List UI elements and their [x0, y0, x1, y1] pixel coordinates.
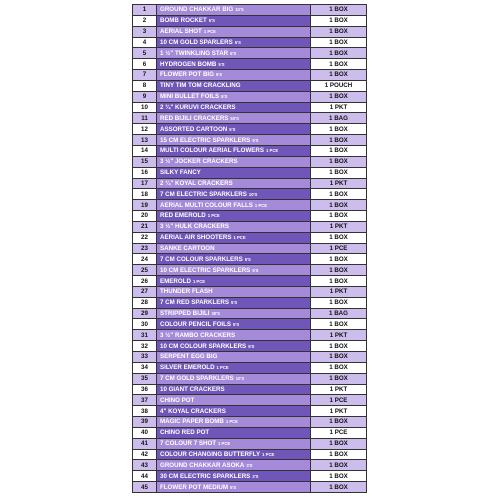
item-name: 30 CM ELECTRIC SPARKLERS [160, 472, 251, 480]
item-name: GROUND CHAKKAR ASOKA [160, 461, 245, 469]
table-row [133, 439, 367, 450]
quantity-cell: 1 BOX [311, 417, 367, 427]
quantity-cell: 1 BOX [311, 200, 367, 210]
table-row [133, 200, 367, 211]
item-cell [157, 309, 311, 319]
quantity-cell: 1 BOX [311, 460, 367, 470]
row-number: 4 [133, 38, 157, 48]
row-number: 17 [133, 179, 157, 189]
item-cell [157, 352, 311, 362]
table-row [133, 482, 367, 493]
item-pack-note: 1 PCE [254, 202, 268, 208]
quantity-cell: 1 BOX [311, 189, 367, 199]
table-row [133, 59, 367, 70]
row-number: 16 [133, 168, 157, 178]
item-pack-note: 5'S [230, 484, 237, 490]
row-number: 31 [133, 330, 157, 340]
row-number: 33 [133, 352, 157, 362]
quantity-cell: 1 BOX [311, 341, 367, 351]
item-name: SANKE CARTOON [160, 244, 215, 252]
row-number: 14 [133, 146, 157, 156]
row-number: 45 [133, 482, 157, 492]
item-cell [157, 103, 311, 113]
item-name: MAGIC PAPER BOMB [160, 418, 224, 426]
row-number: 20 [133, 211, 157, 221]
item-name: RED BIJILI CRACKERS [160, 114, 229, 122]
item-cell [157, 179, 311, 189]
table-row [133, 244, 367, 255]
row-number: 25 [133, 265, 157, 275]
item-name: AERIAL AIR SHOOTERS [160, 234, 232, 242]
quantity-cell: 1 PKT [311, 287, 367, 297]
item-cell [157, 124, 311, 134]
table-row [133, 428, 367, 439]
row-number: 44 [133, 471, 157, 481]
item-pack-note: 1 PCE [266, 148, 279, 154]
table-row [133, 157, 367, 168]
item-pack-note: 1 PCE [225, 419, 238, 425]
item-cell [157, 211, 311, 221]
quantity-cell: 1 PCE [311, 428, 367, 438]
item-name: COLOUR CHANGING BUTTERFLY [160, 451, 261, 459]
quantity-cell: 1 BOX [311, 5, 367, 15]
row-number: 29 [133, 309, 157, 319]
table-row [133, 103, 367, 114]
item-pack-note: 5'S [231, 300, 238, 306]
table-row [133, 92, 367, 103]
item-cell [157, 417, 311, 427]
item-pack-note: 5'S [221, 94, 228, 100]
row-number: 26 [133, 276, 157, 286]
item-cell [157, 482, 311, 492]
table-row [133, 276, 367, 287]
quantity-cell: 1 BOX [311, 233, 367, 243]
row-number: 9 [133, 92, 157, 102]
item-name: 7 CM COLOUR SPARKLERS [160, 255, 243, 263]
item-name: HYDROGEN BOMB [160, 60, 217, 68]
item-name: COLOUR PENCIL FOILS [160, 320, 232, 328]
item-cell [157, 363, 311, 373]
quantity-cell: 1 BOX [311, 92, 367, 102]
row-number: 8 [133, 81, 157, 91]
quantity-cell: 1 PKT [311, 406, 367, 416]
item-name: ASSORTED CARTOON [160, 125, 228, 133]
item-name: AERIAL SHOT [160, 28, 202, 36]
quantity-cell: 1 BOX [311, 363, 367, 373]
table-row [133, 363, 367, 374]
item-pack-note: 5'S [215, 72, 223, 78]
table-row [133, 16, 367, 27]
quantity-cell: 1 BOX [311, 298, 367, 308]
item-cell [157, 319, 311, 329]
item-cell [157, 27, 311, 37]
item-pack-note: 2'S [252, 473, 259, 479]
item-pack-note: 50'S [230, 115, 239, 121]
table-row [133, 146, 367, 157]
item-cell [157, 92, 311, 102]
table-row [133, 254, 367, 265]
item-name: GROUND CHAKKAR BIG [160, 6, 234, 14]
quantity-cell: 1 BOX [311, 38, 367, 48]
item-name: TINY TIM TOM CRACKLING [160, 82, 241, 90]
item-cell [157, 439, 311, 449]
item-pack-note: 1 PCE [192, 278, 206, 284]
item-pack-note: 10'S [235, 7, 244, 13]
row-number: 18 [133, 189, 157, 199]
product-table [132, 4, 367, 493]
quantity-cell: 1 BOX [311, 70, 367, 80]
row-number: 21 [133, 222, 157, 232]
table-row [133, 341, 367, 352]
table-row [133, 287, 367, 298]
item-name: CHINO POT [160, 396, 195, 404]
item-cell [157, 395, 311, 405]
row-number: 2 [133, 16, 157, 26]
item-name: 10 CM ELECTRIC SPARKLERS [160, 266, 251, 274]
item-pack-note: 5'S [248, 343, 255, 349]
item-cell [157, 276, 311, 286]
quantity-cell: 1 BOX [311, 124, 367, 134]
item-pack-note: 3'S [246, 462, 253, 468]
item-pack-note: 5'S [244, 256, 251, 262]
item-cell [157, 135, 311, 145]
item-pack-note: 10'S [235, 376, 245, 382]
item-cell [157, 189, 311, 199]
table-row [133, 460, 367, 471]
item-pack-note: 5'S [234, 39, 241, 45]
quantity-cell: 1 BOX [311, 135, 367, 145]
item-name: 3 ½" JOCKER CRACKERS [160, 158, 238, 166]
item-cell [157, 200, 311, 210]
item-name: MULTI COLOUR AERIAL FLOWERS [160, 147, 265, 155]
quantity-cell: 1 BOX [311, 482, 367, 492]
row-number: 15 [133, 157, 157, 167]
item-cell [157, 244, 311, 254]
item-name: THUNDER FLASH [160, 288, 213, 296]
quantity-cell: 1 PKT [311, 179, 367, 189]
table-row [133, 168, 367, 179]
item-name: 10 GIANT CRACKERS [160, 385, 225, 393]
item-cell [157, 81, 311, 91]
row-number: 27 [133, 287, 157, 297]
row-number: 7 [133, 70, 157, 80]
item-cell [157, 341, 311, 351]
row-number: 3 [133, 27, 157, 37]
item-cell [157, 298, 311, 308]
item-name: 7 COLOUR 7 SHOT [160, 440, 217, 448]
item-name: 10 CM COLOUR SPARKLERS [160, 342, 247, 350]
item-name: FLOWER POT BIG [160, 71, 214, 79]
row-number: 10 [133, 103, 157, 113]
row-number: 40 [133, 428, 157, 438]
row-number: 13 [133, 135, 157, 145]
row-number: 11 [133, 113, 157, 123]
row-number: 39 [133, 417, 157, 427]
item-pack-note: 1 PCE [216, 365, 229, 371]
row-number: 36 [133, 385, 157, 395]
item-pack-note: 5'S [229, 126, 236, 132]
item-name: 15 CM ELECTRIC SPARKLERS [160, 136, 251, 144]
row-number: 42 [133, 450, 157, 460]
row-number: 38 [133, 406, 157, 416]
item-pack-note: 5'S [252, 267, 259, 273]
quantity-cell: 1 BOX [311, 276, 367, 286]
item-name: SILVER EMEROLD [160, 364, 215, 372]
table-row [133, 211, 367, 222]
item-pack-note: 1 PCE [203, 29, 216, 35]
quantity-cell: 1 BOX [311, 319, 367, 329]
item-name: STRIPPED BIJILI [160, 310, 210, 318]
item-cell [157, 254, 311, 264]
item-pack-note: 5'S [252, 137, 259, 143]
item-cell [157, 330, 311, 340]
table-row [133, 406, 367, 417]
quantity-cell: 1 PKT [311, 222, 367, 232]
row-number: 41 [133, 439, 157, 449]
item-name: 2 ¾" KOYAL CRACKERS [160, 179, 233, 187]
item-cell [157, 222, 311, 232]
table-row [133, 124, 367, 135]
table-row [133, 48, 367, 59]
item-name: SILKY FANCY [160, 169, 201, 177]
table-row [133, 113, 367, 124]
item-cell [157, 16, 311, 26]
item-name: CHINO RED POT [160, 429, 210, 437]
table-row [133, 417, 367, 428]
item-cell [157, 157, 311, 167]
quantity-cell: 1 BOX [311, 254, 367, 264]
table-row [133, 233, 367, 244]
item-name: 1 ½" TWINKLING STAR [160, 49, 229, 57]
table-row [133, 5, 367, 16]
table-row [133, 385, 367, 396]
row-number: 37 [133, 395, 157, 405]
quantity-cell: 1 PKT [311, 103, 367, 113]
item-name: 3 ½" HULK CRACKERS [160, 223, 229, 231]
table-row [133, 135, 367, 146]
quantity-cell: 1 PKT [311, 385, 367, 395]
item-name: 7 CM GOLD SPARKLERS [160, 375, 234, 383]
row-number: 5 [133, 48, 157, 58]
table-row [133, 450, 367, 461]
item-cell [157, 48, 311, 58]
row-number: 34 [133, 363, 157, 373]
table-row [133, 81, 367, 92]
item-name: RED EMEROLD [160, 212, 206, 220]
table-row [133, 471, 367, 482]
item-cell [157, 287, 311, 297]
item-name: 7 CM RED SPARKLERS [160, 299, 229, 307]
row-number: 1 [133, 5, 157, 15]
row-number: 6 [133, 59, 157, 69]
table-row [133, 352, 367, 363]
item-pack-note: 1 PCE [207, 213, 220, 219]
table-row [133, 38, 367, 49]
quantity-cell: 1 BOX [311, 59, 367, 69]
item-cell [157, 265, 311, 275]
row-number: 28 [133, 298, 157, 308]
item-name: 3 ½" RAMBO CRACKERS [160, 331, 236, 339]
item-cell [157, 146, 311, 156]
quantity-cell: 1 BOX [311, 157, 367, 167]
table-row [133, 374, 367, 385]
item-pack-note: 10'S [248, 191, 258, 197]
row-number: 23 [133, 244, 157, 254]
item-cell [157, 450, 311, 460]
item-name: 10 CM GOLD SPARLERS [160, 38, 233, 46]
quantity-cell: 1 BOX [311, 352, 367, 362]
item-cell [157, 70, 311, 80]
row-number: 35 [133, 374, 157, 384]
table-row [133, 319, 367, 330]
quantity-cell: 1 BOX [311, 471, 367, 481]
table-row [133, 70, 367, 81]
item-name: EMEROLD [160, 277, 191, 285]
row-number: 12 [133, 124, 157, 134]
quantity-cell: 1 BOX [311, 27, 367, 37]
item-cell [157, 460, 311, 470]
quantity-cell: 1 BOX [311, 16, 367, 26]
quantity-cell: 1 POUCH [311, 81, 367, 91]
table-row [133, 395, 367, 406]
quantity-cell: 1 BAG [311, 309, 367, 319]
quantity-cell: 1 BAG [311, 113, 367, 123]
quantity-cell: 1 PKT [311, 330, 367, 340]
quantity-cell: 1 BOX [311, 374, 367, 384]
quantity-cell: 1 PCE [311, 244, 367, 254]
quantity-cell: 1 BOX [311, 146, 367, 156]
item-cell [157, 59, 311, 69]
item-cell [157, 233, 311, 243]
table-row [133, 298, 367, 309]
row-number: 19 [133, 200, 157, 210]
quantity-cell: 1 BOX [311, 439, 367, 449]
item-name: MINI BULLET FOILS [160, 93, 220, 101]
table-row [133, 222, 367, 233]
item-cell [157, 471, 311, 481]
table-row [133, 27, 367, 38]
item-pack-note: 1 PCE [262, 452, 275, 458]
item-name: 2 ¾" KURUVI CRACKERS [160, 104, 236, 112]
item-name: BOMB ROCKET [160, 17, 207, 25]
item-pack-note: 5'S [208, 18, 215, 24]
item-name: FLOWER POT MEDIUM [160, 483, 229, 491]
item-cell [157, 5, 311, 15]
quantity-cell: 1 BOX [311, 168, 367, 178]
row-number: 43 [133, 460, 157, 470]
quantity-cell: 1 BOX [311, 48, 367, 58]
quantity-cell: 1 BOX [311, 211, 367, 221]
item-name: SERPENT EGG BIG [160, 353, 218, 361]
item-pack-note: 5'S [218, 61, 225, 67]
item-name: AERIAL MULTI COLOUR FALLS [160, 201, 253, 209]
item-name: 4" KOYAL CRACKERS [160, 407, 226, 415]
item-cell [157, 374, 311, 384]
item-pack-note: 5'S [230, 50, 237, 56]
table-row [133, 265, 367, 276]
quantity-cell: 1 PCE [311, 395, 367, 405]
row-number: 24 [133, 254, 157, 264]
item-cell [157, 428, 311, 438]
item-cell [157, 406, 311, 416]
item-cell [157, 168, 311, 178]
item-cell [157, 113, 311, 123]
row-number: 22 [133, 233, 157, 243]
item-pack-note: 1 PCE [218, 441, 231, 447]
row-number: 30 [133, 319, 157, 329]
table-row [133, 189, 367, 200]
item-pack-note: 5'S [233, 321, 240, 327]
row-number: 32 [133, 341, 157, 351]
table-row [133, 179, 367, 190]
item-name: 7 CM ELECTRIC SPARKLERS [160, 190, 247, 198]
quantity-cell: 1 BOX [311, 265, 367, 275]
quantity-cell: 1 BOX [311, 450, 367, 460]
item-cell [157, 38, 311, 48]
item-pack-note: 1 PCE [233, 235, 246, 241]
item-cell [157, 385, 311, 395]
item-pack-note: 30'S [211, 311, 220, 317]
table-row [133, 330, 367, 341]
table-row [133, 309, 367, 320]
